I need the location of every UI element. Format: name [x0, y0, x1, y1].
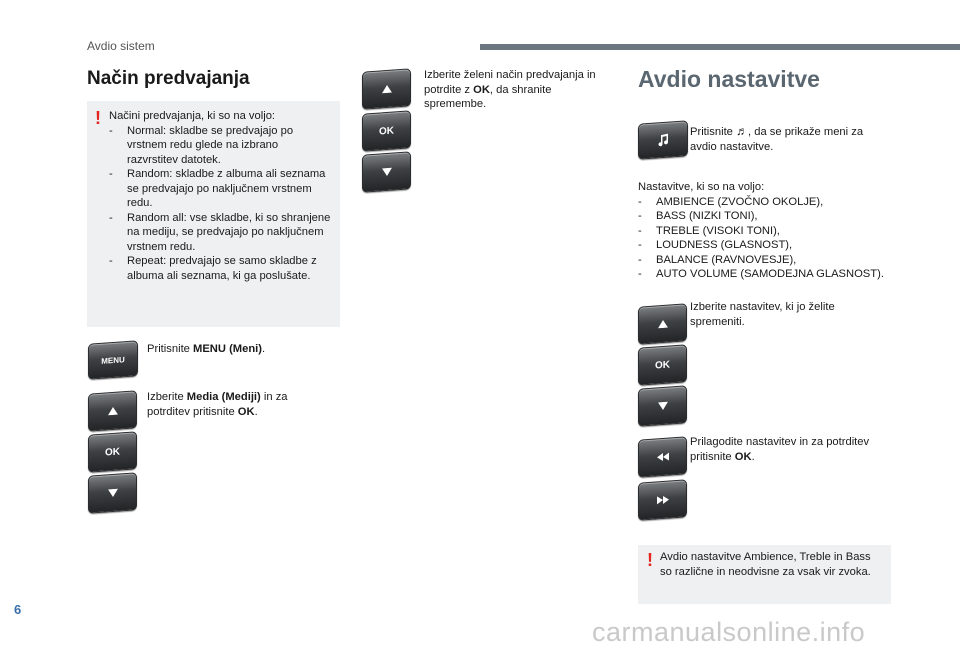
playback-mode-list [109, 124, 332, 284]
step-bold: OK [734, 450, 752, 463]
arrow-up-icon [658, 320, 668, 329]
page-number: 6 [14, 602, 22, 617]
warning-icon: ! [647, 550, 653, 570]
audio-settings-list [638, 195, 888, 282]
list-item: - TREBLE (VISOKI TONI), [638, 224, 888, 239]
arrow-up-icon [108, 407, 118, 416]
list-item: - AUTO VOLUME (SAMODEJNA GLASNOST). [638, 267, 888, 282]
list-item: - Normal: skladbe se predvajajo po vrstnem redu glede na izbrano razvrstitev datotek. [109, 124, 332, 168]
note-box-audio-settings [638, 545, 891, 604]
music-note-icon: ♬ [736, 124, 749, 138]
ok-key [88, 431, 137, 472]
list-item: - Random: skladbe z albuma ali seznama se predvajajo po naključnem vrstnem redu. [109, 167, 332, 211]
step-text: , da se prikaže meni za avdio nastavitve. [690, 126, 864, 153]
ok-key [362, 110, 411, 151]
note-intro: Načini predvajanja, ki so na voljo: [109, 110, 276, 122]
arrow-up-icon [382, 85, 392, 94]
menu-key [88, 340, 138, 379]
watermark: carmanualsonline.info [592, 617, 866, 647]
step-select-playback-mode [424, 68, 604, 112]
fast-forward-key [638, 479, 687, 520]
arrow-down-icon [658, 402, 668, 411]
section-title-audio-settings: Avdio nastavitve [638, 66, 820, 92]
ok-key-label: OK [379, 124, 394, 138]
music-note-icon [656, 133, 670, 148]
step-text: Pritisnite [147, 343, 194, 355]
step-select-media [147, 390, 317, 419]
up-key [362, 68, 411, 109]
down-key [638, 385, 687, 426]
note-box-playback-modes [87, 101, 340, 327]
list-item: - BALANCE (RAVNOVESJE), [638, 253, 888, 268]
step-text: , da shranite spremembe. [424, 83, 552, 110]
ok-key-label: OK [105, 445, 120, 459]
step-press-menu [147, 342, 327, 357]
step-text: Izberite [147, 391, 187, 403]
menu-key-label: MENU [101, 354, 125, 366]
note-text: Avdio nastavitve Ambience, Treble in Bass so različne in neodvisne za vsak vir zvoka. [660, 551, 871, 578]
up-key [638, 303, 687, 344]
fast-forward-icon [657, 496, 669, 505]
step-text: . [254, 405, 258, 418]
step-bold: OK [473, 83, 490, 96]
step-text: Prilagodite nastavitev in za potrditev pritisnite [690, 436, 870, 463]
header-bar [480, 44, 960, 50]
step-text: . [751, 450, 755, 463]
step-select-setting: Izberite nastavitev, ki jo želite spremeniti. [690, 301, 835, 328]
arrow-down-icon [108, 489, 118, 498]
step-text: Pritisnite [690, 126, 737, 138]
ok-key-label: OK [655, 358, 670, 372]
step-bold: MENU (Meni) [193, 343, 262, 355]
step-bold: OK [237, 405, 255, 418]
list-item: - BASS (NIZKI TONI), [638, 209, 888, 224]
up-key [88, 390, 137, 431]
down-key [88, 472, 137, 513]
warning-icon: ! [95, 108, 101, 128]
list-intro: Nastavitve, ki so na voljo: [638, 181, 765, 193]
rewind-key [638, 436, 687, 477]
down-key [362, 151, 411, 192]
ok-key [638, 344, 687, 385]
music-key [638, 120, 688, 159]
step-text: Izberite želeni način predvajanja in potrdite z [424, 69, 596, 96]
rewind-icon [657, 453, 669, 462]
audio-settings-list-block [638, 180, 888, 282]
step-press-music [690, 124, 890, 154]
step-adjust-setting [690, 435, 890, 464]
step-text: in za potrditev pritisnite [147, 391, 288, 418]
list-item: - Random all: vse skladbe, ki so shranjene na mediju, se predvajajo po naključnem vrstnem redu. [109, 211, 332, 255]
header-title: Avdio sistem [87, 39, 155, 53]
step-text: . [262, 343, 266, 355]
list-item: - LOUDNESS (GLASNOST), [638, 238, 888, 253]
arrow-down-icon [382, 168, 392, 177]
step-bold: Media (Mediji) [186, 391, 261, 403]
list-item: - Repeat: predvajajo se samo skladbe z albuma ali seznama, ki ga poslušate. [109, 254, 332, 283]
section-title-playback-mode: Način predvajanja [87, 68, 250, 89]
list-item: - AMBIENCE (ZVOČNO OKOLJE), [638, 195, 888, 210]
